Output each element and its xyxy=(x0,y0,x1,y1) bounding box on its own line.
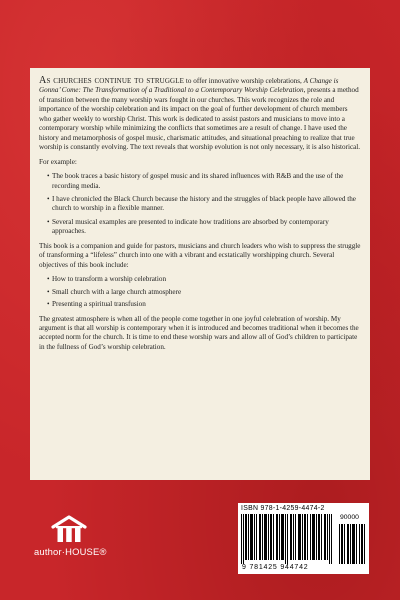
objectives-list xyxy=(39,275,361,309)
intro-text-2: , presents a method of transition between the many worship wars fought in our churches. This work recognizes the role and importance of the worship celebration and its impact on the goal of further development of church members who gather weekly to worship Christ. This work is dedicated to assist pastors and musicians to move into a contemporary worship while minimizing the conflicts that sometimes are a result of change. I have used the history and metamorphosis of gospel music, charismatic attitudes, and situational preaching to realize that true worship is constantly evolving. The text reveals that worship evolution is not only necessary, it is also historical. xyxy=(39,86,361,152)
isbn-number: ISBN 978-1-4259-4474-2 xyxy=(241,505,325,512)
book-title: A Change is Gonna’ Come: The Transformation of a Traditional to a Contemporary Worship Celebration xyxy=(39,77,339,95)
list-item: • Presenting a spiritual transfusion xyxy=(47,300,146,309)
closing-paragraph: The greatest atmosphere is when all of the people come together in one joyful celebration of worship. My argument is that all worship is contemporary when it is introduced and becomes traditional when it becomes the accepted norm for the church. It is time to end these worship wars and allow all of God’s children to participate in the fullness of God’s worship celebration. xyxy=(39,314,359,351)
list-item: • I have chronicled the Black Church because the history and the struggles of black people have allowed the church to worship in a flexible manner. xyxy=(47,194,356,213)
authorhouse-logo-icon xyxy=(49,514,89,544)
example-list xyxy=(39,172,361,237)
example-heading: For example: xyxy=(39,157,77,166)
ean-barcode-bars xyxy=(241,514,337,564)
intro-lead: As churches continue to struggle xyxy=(39,75,185,86)
addon-barcode-bars xyxy=(339,524,367,564)
intro-paragraph xyxy=(39,76,361,153)
companion-paragraph: This book is a companion and guide for pastors, musicians and church leaders who wish to suppress the struggle of transforming a “lifeless” church into one with a vibrant and ecstatically worshipping church. Several objectives of this book include: xyxy=(39,241,361,269)
publisher-name: author·HOUSE® xyxy=(34,546,107,557)
list-item: • Several musical examples are presented to indicate how traditions are absorbed by contemporary approaches. xyxy=(47,217,329,236)
list-item: • Small church with a large church atmosphere xyxy=(47,287,182,296)
barcode-digits: 9 781425 944742 xyxy=(242,564,309,571)
back-cover-text-panel xyxy=(30,68,370,480)
price-code: 90000 xyxy=(340,514,359,521)
list-item: • How to transform a worship celebration xyxy=(47,275,167,284)
list-item: • The book traces a basic history of gospel music and its shared influences with R&B and the use of the recording media. xyxy=(47,172,344,190)
intro-text-1: to offer innovative worship celebrations, xyxy=(184,77,304,85)
isbn-barcode xyxy=(238,503,369,574)
publisher-logo xyxy=(34,514,107,557)
